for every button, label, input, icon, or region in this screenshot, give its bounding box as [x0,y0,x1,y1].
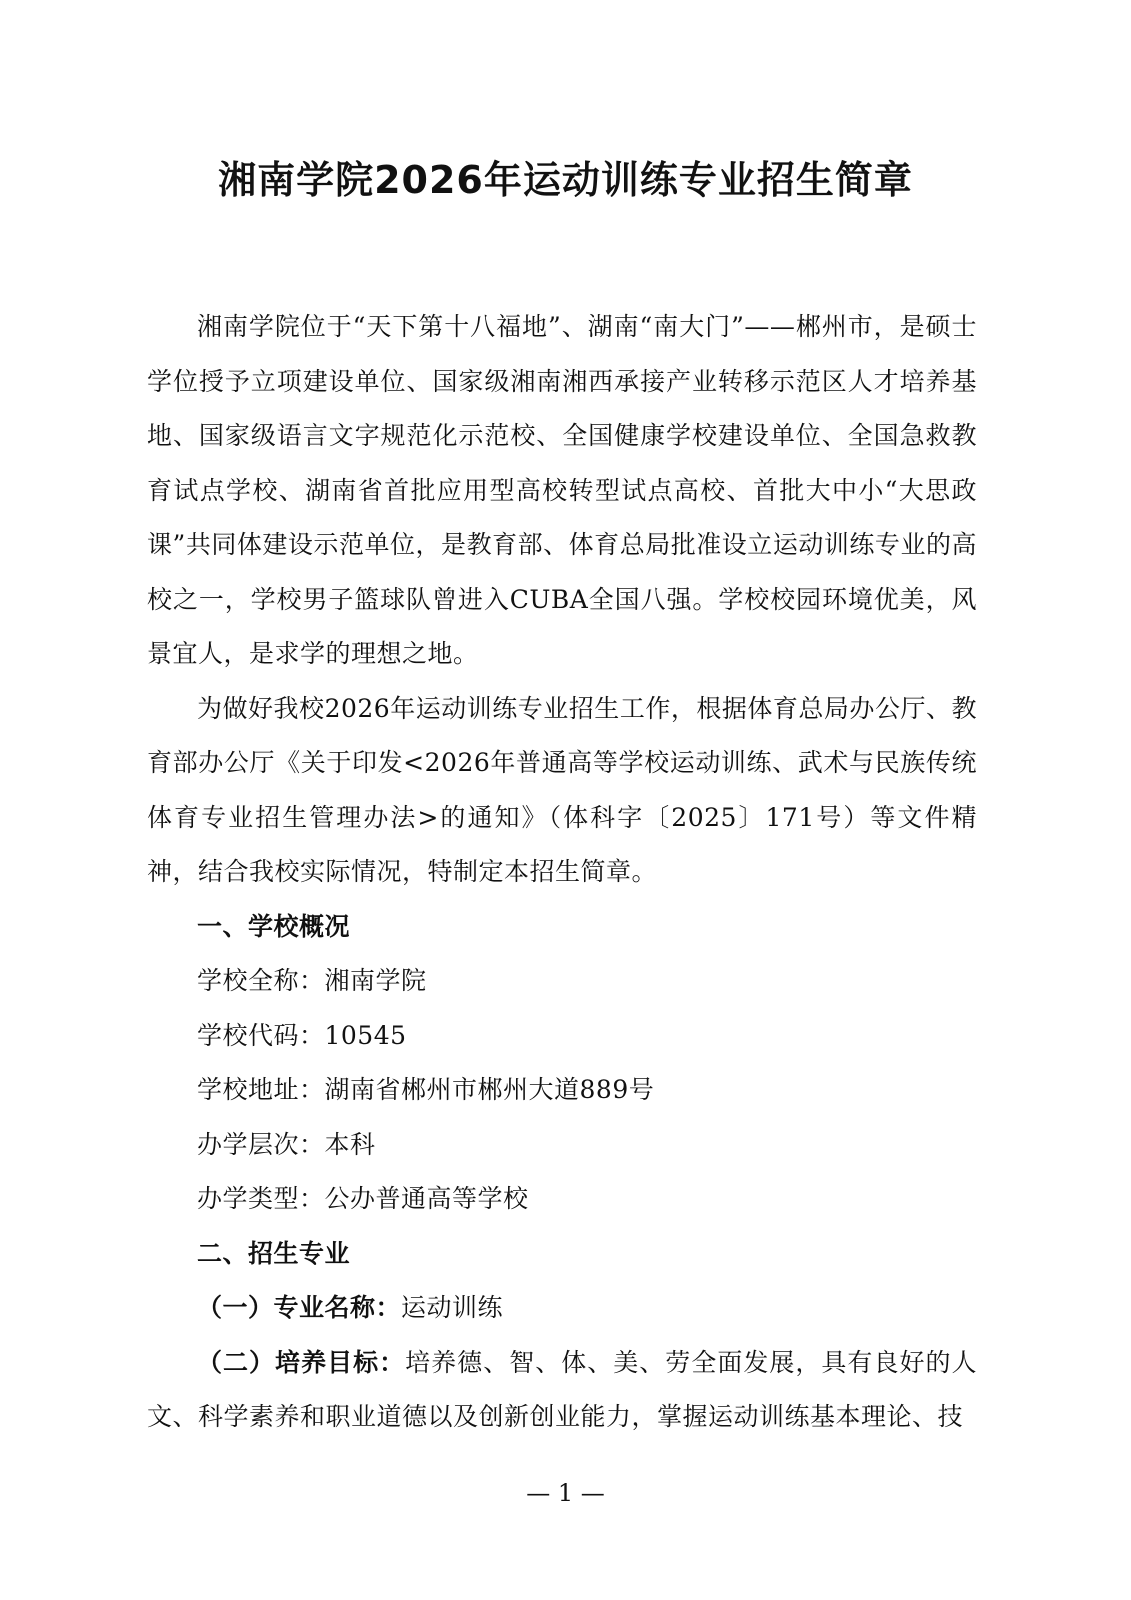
school-type: 办学类型：公办普通高等学校 [197,1184,529,1213]
training-goal-label: （二）培养目标： [197,1347,406,1377]
page-number: — 1 — [526,1479,605,1507]
training-goal-paragraph [147,1336,977,1445]
section-heading-majors: 二、招生专业 [197,1238,351,1268]
page-title: 湘南学院2026年运动训练专业招生简章 [218,158,913,202]
section-heading-school-overview: 一、学校概况 [197,911,351,941]
purpose-paragraph: 为做好我校2026年运动训练专业招生工作，根据体育总局办公厅、教育部办公厅《关于印发<2026年普通高等学校运动训练、武术与民族传统体育专业招生管理办法>的通知》（体科字〔2025〕171号）等文件精神，结合我校实际情况，特制定本招生简章。 [147,693,977,886]
training-goal-value: 培养德、智、体、美、劳全面发展，具有良好的人文、科学素养和职业道德以及创新创业能力，掌握运动训练基本理论、技 [147,1347,977,1431]
major-name-value: 运动训练 [401,1293,504,1322]
school-full-name: 学校全称：湘南学院 [197,966,427,995]
major-name-label: （一）专业名称： [197,1293,402,1322]
document-body [147,300,977,1445]
school-code: 学校代码：10545 [197,1020,407,1050]
school-level: 办学层次：本科 [197,1129,376,1159]
school-address: 学校地址：湖南省郴州市郴州大道889号 [197,1075,655,1104]
intro-paragraph: 湘南学院位于“天下第十八福地”、湖南“南大门”——郴州市，是硕士学位授予立项建设单位、国家级湘南湘西承接产业转移示范区人才培养基地、国家级语言文字规范化示范校、全国健康学校建设单位、全国急救教育试点学校、湖南省首批应用型高校转型试点高校、首批大中小“大思政课”共同体建设示范单位，是教育部、体育总局批准设立运动训练专业的高校之一，学校男子篮球队曾进入CUBA全国八强。学校校园环境优美，风景宜人，是求学的理想之地。 [147,312,977,668]
major-name-line [147,1281,977,1336]
